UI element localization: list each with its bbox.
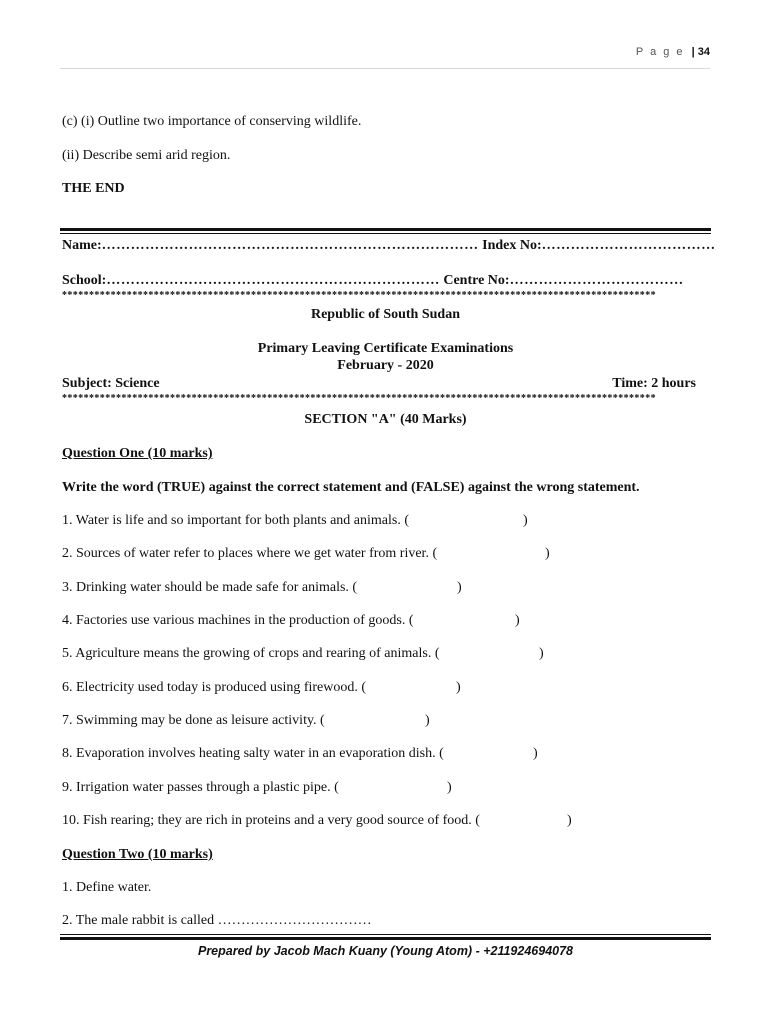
q1-item-4-close: )	[515, 613, 520, 628]
q1-item-1: 1. Water is life and so important for both plants and animals. (	[62, 513, 409, 528]
q1-item-9-close: )	[447, 780, 452, 795]
star-divider-top: **************************************************************************************************************	[62, 291, 656, 301]
q1-item-6: 6. Electricity used today is produced using firewood. (	[62, 680, 367, 695]
q1-item-4: 4. Factories use various machines in the production of goods. (	[62, 613, 414, 628]
prev-question-c-i: (c) (i) Outline two importance of conserving wildlife.	[62, 114, 362, 129]
q1-item-10: 10. Fish rearing; they are rich in proteins and a very good source of food. (	[62, 813, 480, 828]
q1-item-3-close: )	[457, 580, 462, 595]
exam-title: Primary Leaving Certificate Examinations	[257, 341, 514, 356]
centre-dots: ………………………………	[509, 273, 684, 288]
prev-question-c-ii: (ii) Describe semi arid region.	[62, 148, 231, 163]
question-one-instruction: Write the word (TRUE) against the correct statement and (FALSE) against the wrong statement.	[62, 480, 640, 495]
centre-label: Centre No:	[443, 273, 510, 288]
q1-item-7: 7. Swimming may be done as leisure activity. (	[62, 713, 325, 728]
q1-item-10-close: )	[567, 813, 572, 828]
country-title: Republic of South Sudan	[310, 307, 460, 322]
q1-item-5: 5. Agriculture means the growing of crops and rearing of animals. (	[62, 646, 440, 661]
name-dots: ……………………………………………………………………	[101, 238, 479, 253]
question-two-heading: Question Two (10 marks)	[62, 847, 213, 862]
school-field-row	[62, 273, 684, 289]
exam-date: February - 2020	[337, 358, 434, 373]
page-number: P a g e | 34	[635, 46, 710, 58]
q1-item-8: 8. Evaporation involves heating salty water in an evaporation dish. (	[62, 746, 444, 761]
school-label: School:	[62, 273, 107, 288]
footer-rule	[60, 937, 711, 940]
q1-item-5-close: )	[539, 646, 544, 661]
index-label: Index No:	[482, 238, 542, 253]
q1-item-2: 2. Sources of water refer to places where we get water from river. (	[62, 546, 438, 561]
q2-item-1: 1. Define water.	[62, 880, 152, 895]
page-header	[60, 46, 710, 69]
q1-item-6-close: )	[456, 680, 461, 695]
the-end-text: THE END	[62, 181, 125, 196]
time-label: Time: 2 hours	[612, 376, 696, 391]
q1-item-2-close: )	[545, 546, 550, 561]
q1-item-8-close: )	[533, 746, 538, 761]
q2-item-2: 2. The male rabbit is called ……………………………	[62, 913, 372, 928]
q1-item-3: 3. Drinking water should be made safe for animals. (	[62, 580, 358, 595]
school-dots: ……………………………………………………………	[106, 273, 440, 288]
name-label: Name:	[62, 238, 102, 253]
index-dots: ………………………………	[541, 238, 716, 253]
top-rule	[60, 228, 711, 231]
q1-item-1-close: )	[523, 513, 528, 528]
subject-label: Subject: Science	[62, 376, 160, 391]
footer-rule-thin	[60, 934, 711, 935]
q1-item-7-close: )	[425, 713, 430, 728]
name-field-row	[62, 238, 716, 254]
footer-credit: Prepared by Jacob Mach Kuany (Young Atom) - +211924694078	[197, 944, 574, 958]
section-title: SECTION "A" (40 Marks)	[304, 412, 467, 427]
q1-item-9: 9. Irrigation water passes through a plastic pipe. (	[62, 780, 339, 795]
star-divider-bottom: **************************************************************************************************************	[62, 394, 656, 404]
question-one-heading: Question One (10 marks)	[62, 446, 213, 461]
top-rule-thin	[60, 233, 711, 234]
